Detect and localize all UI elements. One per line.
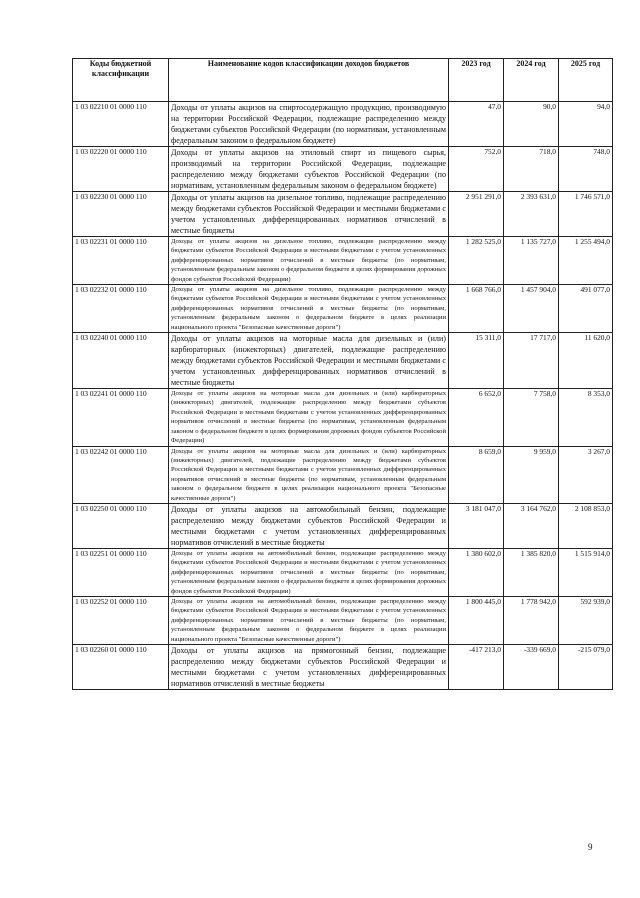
- table-row: [73, 645, 613, 690]
- row-name: Доходы от уплаты акцизов на моторные масла для дизельных и (или) карбюраторных (инжекторных) двигателей, подлежащие распределению между бюджетами субъектов Российской Федерации и местными бюджетами с учетом установленных дифференцированных нормативов отчислений в местные бюджеты: [169, 333, 449, 389]
- row-code: 1 03 02210 01 0000 110: [73, 102, 169, 147]
- row-value-2024: 7 758,0: [504, 389, 559, 446]
- row-code: 1 03 02230 01 0000 110: [73, 192, 169, 237]
- row-value-2023: 8 659,0: [449, 446, 504, 503]
- header-code: Коды бюджетной классификации: [73, 59, 169, 102]
- row-name: Доходы от уплаты акцизов на дизельное топливо, подлежащие распределению между бюджетами субъектов Российской Федерации и местными бюджетами с учетом установленных дифференцированных нормативов отчислений в местные бюджеты: [169, 192, 449, 237]
- row-value-2024: 3 164 762,0: [504, 503, 559, 548]
- row-value-2025: 8 353,0: [559, 389, 613, 446]
- row-code: 1 03 02240 01 0000 110: [73, 333, 169, 389]
- row-value-2024: 9 959,0: [504, 446, 559, 503]
- row-value-2023: 15 311,0: [449, 333, 504, 389]
- row-value-2023: 752,0: [449, 147, 504, 192]
- table-row: [73, 548, 613, 596]
- row-code: 1 03 02251 01 0000 110: [73, 548, 169, 596]
- table-row: [73, 192, 613, 237]
- row-value-2025: 491 077,0: [559, 285, 613, 333]
- row-value-2024: 718,0: [504, 147, 559, 192]
- row-name: Доходы от уплаты акцизов на автомобильный бензин, подлежащие распределению между бюджетами субъектов Российской Федерации и местными бюджетами с учетом установленных дифференцированных нормативов отчислений в местные бюджеты (по нормативам, установленным федеральным законом о федеральном бюджете в целях реализации национального проекта "Безопасные качественные дороги"): [169, 596, 449, 644]
- row-code: 1 03 02242 01 0000 110: [73, 446, 169, 503]
- row-name: Доходы от уплаты акцизов на автомобильный бензин, подлежащие распределению между бюджетами субъектов Российской Федерации и местными бюджетами с учетом установленных дифференцированных нормативов отчислений в местные бюджеты (по нормативам, установленным федеральным законом о федеральном бюджете в целях формирования дорожных фондов субъектов Российской Федерации): [169, 548, 449, 596]
- row-value-2025: -215 079,0: [559, 645, 613, 690]
- row-value-2023: 1 380 602,0: [449, 548, 504, 596]
- row-value-2025: 94,0: [559, 102, 613, 147]
- row-value-2025: 1 255 494,0: [559, 237, 613, 285]
- table-row: [73, 446, 613, 503]
- row-value-2024: 90,0: [504, 102, 559, 147]
- row-value-2025: 11 620,0: [559, 333, 613, 389]
- row-code: 1 03 02241 01 0000 110: [73, 389, 169, 446]
- table-row: [73, 285, 613, 333]
- table-row: [73, 102, 613, 147]
- row-value-2024: 2 393 631,0: [504, 192, 559, 237]
- row-value-2023: 3 181 047,0: [449, 503, 504, 548]
- row-code: 1 03 02260 01 0000 110: [73, 645, 169, 690]
- table-row: [73, 147, 613, 192]
- row-value-2023: 6 652,0: [449, 389, 504, 446]
- row-value-2024: 1 385 820,0: [504, 548, 559, 596]
- row-value-2024: -339 669,0: [504, 645, 559, 690]
- row-code: 1 03 02232 01 0000 110: [73, 285, 169, 333]
- row-name: Доходы от уплаты акцизов на автомобильный бензин, подлежащие распределению между бюджетами субъектов Российской Федерации и местными бюджетами с учетом установленных дифференцированных нормативов отчислений в местные бюджеты: [169, 503, 449, 548]
- row-code: 1 03 02252 01 0000 110: [73, 596, 169, 644]
- table-row: [73, 596, 613, 644]
- table-body: [73, 102, 613, 690]
- row-name: Доходы от уплаты акцизов на прямогонный бензин, подлежащие распределению между бюджетами субъектов Российской Федерации и местными бюджетами с учетом установленных дифференцированных нормативов отчислений в местные бюджеты: [169, 645, 449, 690]
- page-number: 9: [588, 842, 593, 852]
- row-value-2023: 1 282 525,0: [449, 237, 504, 285]
- table-row: [73, 333, 613, 389]
- table-row: [73, 237, 613, 285]
- row-value-2024: 17 717,0: [504, 333, 559, 389]
- row-value-2023: 1 668 766,0: [449, 285, 504, 333]
- row-value-2025: 1 515 914,0: [559, 548, 613, 596]
- budget-revenue-table: [72, 58, 613, 690]
- row-name: Доходы от уплаты акцизов на моторные масла для дизельных и (или) карбюраторных (инжекторных) двигателей, подлежащие распределению между бюджетами субъектов Российской Федерации и местными бюджетами с учетом установленных дифференцированных нормативов отчислений в местные бюджеты (по нормативам, установленным федеральным законом о федеральном бюджете в целях реализации национального проекта "Безопасные качественные дороги"): [169, 446, 449, 503]
- header-year-2025: 2025 год: [559, 59, 613, 102]
- row-code: 1 03 02220 01 0000 110: [73, 147, 169, 192]
- table-row: [73, 503, 613, 548]
- header-year-2024: 2024 год: [504, 59, 559, 102]
- row-value-2023: 2 951 291,0: [449, 192, 504, 237]
- row-value-2023: 47,0: [449, 102, 504, 147]
- row-code: 1 03 02250 01 0000 110: [73, 503, 169, 548]
- row-value-2024: 1 135 727,0: [504, 237, 559, 285]
- row-name: Доходы от уплаты акцизов на дизельное топливо, подлежащие распределению между бюджетами субъектов Российской Федерации и местными бюджетами с учетом установленных дифференцированных нормативов отчислений в местные бюджеты (по нормативам, установленным федеральным законом о федеральном бюджете в целях формирования дорожных фондов субъектов Российской Федерации): [169, 237, 449, 285]
- table-header-row: [73, 59, 613, 102]
- row-code: 1 03 02231 01 0000 110: [73, 237, 169, 285]
- header-name: Наименование кодов классификации доходов бюджетов: [169, 59, 449, 102]
- row-value-2025: 3 267,0: [559, 446, 613, 503]
- row-value-2025: 1 746 571,0: [559, 192, 613, 237]
- row-name: Доходы от уплаты акцизов на дизельное топливо, подлежащие распределению между бюджетами субъектов Российской Федерации и местными бюджетами с учетом установленных дифференцированных нормативов отчислений в местные бюджеты (по нормативам, установленным федеральным законом о федеральном бюджете в целях реализации национального проекта "Безопасные качественные дороги"): [169, 285, 449, 333]
- row-value-2025: 592 939,0: [559, 596, 613, 644]
- row-name: Доходы от уплаты акцизов на моторные масла для дизельных и (или) карбюраторных (инжекторных) двигателей, подлежащие распределению между бюджетами субъектов Российской Федерации и местными бюджетами с учетом установленных дифференцированных нормативов отчислений в местные бюджеты (по нормативам, установленным федеральным законом о федеральном бюджете в целях формирования дорожных фондов субъектов Российской Федерации): [169, 389, 449, 446]
- row-value-2024: 1 778 942,0: [504, 596, 559, 644]
- row-value-2025: 748,0: [559, 147, 613, 192]
- row-name: Доходы от уплаты акцизов на спиртосодержащую продукцию, производимую на территории Российской Федерации, подлежащие распределению между бюджетами субъектов Российской Федерации (по нормативам, установленным федеральным законом о федеральном бюджете): [169, 102, 449, 147]
- row-value-2023: 1 800 445,0: [449, 596, 504, 644]
- row-value-2025: 2 108 853,0: [559, 503, 613, 548]
- row-value-2024: 1 457 904,0: [504, 285, 559, 333]
- row-name: Доходы от уплаты акцизов на этиловый спирт из пищевого сырья, производимый на территории Российской Федерации, подлежащие распределению между бюджетами субъектов Российской Федерации (по нормативам, установленным федеральным законом о федеральном бюджете): [169, 147, 449, 192]
- table-row: [73, 389, 613, 446]
- row-value-2023: -417 213,0: [449, 645, 504, 690]
- header-year-2023: 2023 год: [449, 59, 504, 102]
